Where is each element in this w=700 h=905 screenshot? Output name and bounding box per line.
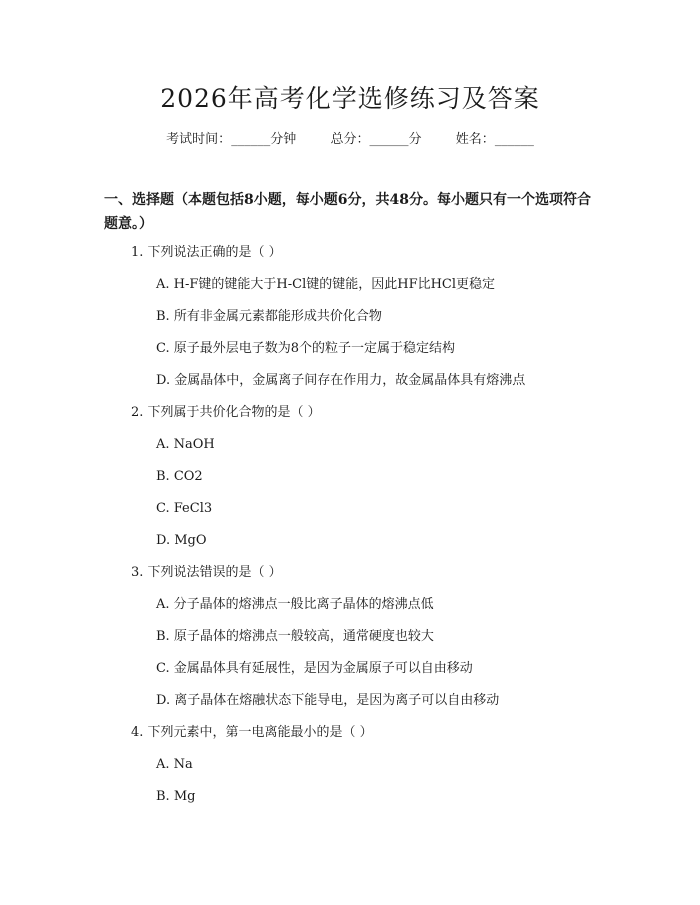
question-option: C. 原子最外层电子数为8个的粒子一定属于稳定结构	[156, 341, 456, 356]
time-unit: 分钟	[270, 132, 297, 147]
question-option: B. 原子晶体的熔沸点一般较高，通常硬度也较大	[156, 629, 434, 644]
score-unit: 分	[408, 132, 422, 147]
question-stem: 2. 下列属于共价化合物的是（ ）	[131, 405, 321, 420]
question-option: C. 金属晶体具有延展性，是因为金属原子可以自由移动	[156, 661, 473, 676]
time-label: 考试时间：	[166, 132, 232, 147]
question-option: D. 金属晶体中，金属离子间存在作用力，故金属晶体具有熔沸点	[156, 373, 526, 388]
exam-info-line	[0, 130, 700, 150]
question-option: D. MgO	[156, 533, 207, 548]
name-blank: ______	[494, 132, 534, 147]
question-option: A. Na	[156, 757, 193, 772]
section-heading: 一、选择题（本题包括8小题，每小题6分，共48分。每小题只有一个选项符合题意。）	[104, 192, 591, 232]
question-option: D. 离子晶体在熔融状态下能导电，是因为离子可以自由移动	[156, 693, 500, 708]
question-option: B. 所有非金属元素都能形成共价化合物	[156, 309, 382, 324]
question-stem: 4. 下列元素中，第一电离能最小的是（ ）	[131, 725, 373, 740]
question-stem: 3. 下列说法错误的是（ ）	[131, 565, 282, 580]
score-blank: ______	[369, 132, 409, 147]
question-stem: 1. 下列说法正确的是（ ）	[131, 245, 282, 260]
question-option: A. H-F键的键能大于H-Cl键的键能，因此HF比HCl更稳定	[156, 277, 496, 292]
question-option: A. 分子晶体的熔沸点一般比离子晶体的熔沸点低	[156, 597, 434, 612]
name-label: 姓名：	[455, 132, 495, 147]
score-label: 总分：	[330, 132, 370, 147]
time-blank: ______	[231, 132, 271, 147]
question-option: A. NaOH	[156, 437, 215, 452]
question-option: C. FeCl3	[156, 501, 213, 516]
question-option: B. CO2	[156, 469, 203, 484]
question-option: B. Mg	[156, 789, 196, 804]
page-title: 2026年高考化学选修练习及答案	[160, 84, 540, 113]
